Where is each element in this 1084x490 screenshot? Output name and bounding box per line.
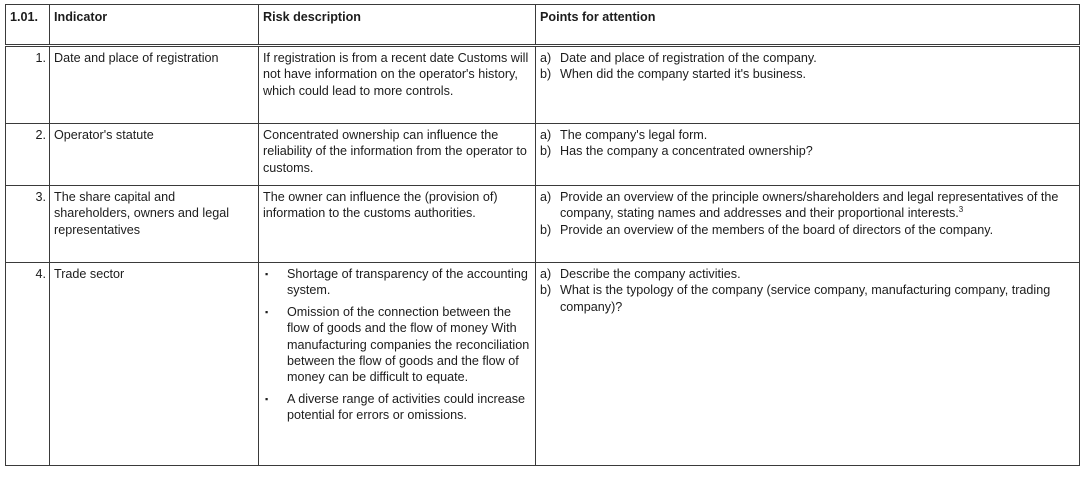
points-cell (536, 124, 1080, 186)
point-item (540, 222, 1075, 238)
point-label: b) (540, 67, 552, 82)
risk-description-cell (259, 263, 536, 466)
point-text: Has the company a concentrated ownership? (560, 144, 813, 159)
footnote-marker: 3 (958, 205, 964, 215)
point-text: Provide an overview of the members of the board of directors of the company. (560, 222, 994, 237)
point-item (540, 282, 1075, 315)
indicator-cell: Date and place of registration (50, 46, 259, 124)
indicator-cell: The share capital and shareholders, owners and legal representatives (50, 186, 259, 263)
point-item (540, 66, 1075, 82)
square-bullet-icon: ▪ (265, 269, 269, 279)
risk-bullet-list (263, 266, 531, 424)
table-row (6, 124, 1080, 186)
indicator-cell: Trade sector (50, 263, 259, 466)
point-text: Date and place of registration of the company. (560, 51, 817, 65)
risk-description-cell: If registration is from a recent date Customs will not have information on the operator's history, which could lead to more controls. (259, 46, 536, 124)
bullet-text: Shortage of transparency of the accounting system. (287, 267, 528, 298)
point-label: a) (540, 267, 552, 281)
point-text: Provide an overview of the principle owners/shareholders and legal representatives of the company, stating names and addresses and their proportional interests. (560, 190, 1059, 221)
list-item (263, 391, 531, 424)
row-number: 4. (6, 263, 50, 466)
point-item (540, 189, 1075, 222)
point-text: Describe the company activities. (560, 267, 741, 281)
point-label: b) (540, 283, 552, 298)
header-indicator: Indicator (50, 5, 259, 46)
table-row (6, 46, 1080, 124)
point-item (540, 266, 1075, 282)
row-number: 3. (6, 186, 50, 263)
risk-description-cell: Concentrated ownership can influence the reliability of the information from the operator to customs. (259, 124, 536, 186)
point-item (540, 127, 1075, 143)
points-cell (536, 186, 1080, 263)
header-section-number: 1.01. (6, 5, 50, 46)
point-label: b) (540, 222, 552, 237)
point-item (540, 50, 1075, 66)
row-number: 1. (6, 46, 50, 124)
list-item (263, 304, 531, 386)
indicator-cell: Operator's statute (50, 124, 259, 186)
point-item (540, 143, 1075, 159)
square-bullet-icon: ▪ (265, 306, 269, 317)
bullet-text: A diverse range of activities could increase potential for errors or omissions. (287, 391, 526, 423)
table-row (6, 263, 1080, 466)
header-risk-description: Risk description (259, 5, 536, 46)
point-label: b) (540, 144, 552, 159)
points-cell (536, 263, 1080, 466)
table-row (6, 186, 1080, 263)
point-label: a) (540, 190, 552, 204)
table-header-row (6, 5, 1080, 46)
indicator-table (5, 4, 1080, 466)
points-cell (536, 46, 1080, 124)
point-text: The company's legal form. (560, 128, 708, 142)
row-number: 2. (6, 124, 50, 186)
list-item (263, 266, 531, 299)
point-text-with-footnote (560, 189, 1075, 222)
point-text: What is the typology of the company (service company, manufacturing company, trading company)? (560, 283, 1051, 314)
point-label: a) (540, 128, 552, 142)
header-points-for-attention: Points for attention (536, 5, 1080, 46)
point-text: When did the company started it's business. (560, 67, 807, 82)
point-label: a) (540, 51, 552, 65)
risk-description-cell: The owner can influence the (provision of) information to the customs authorities. (259, 186, 536, 263)
square-bullet-icon: ▪ (265, 393, 269, 404)
bullet-text: Omission of the connection between the flow of goods and the flow of money With manufacturing companies the reconciliation between the flow of goods and the flow of money can be difficult to equate. (287, 304, 530, 385)
